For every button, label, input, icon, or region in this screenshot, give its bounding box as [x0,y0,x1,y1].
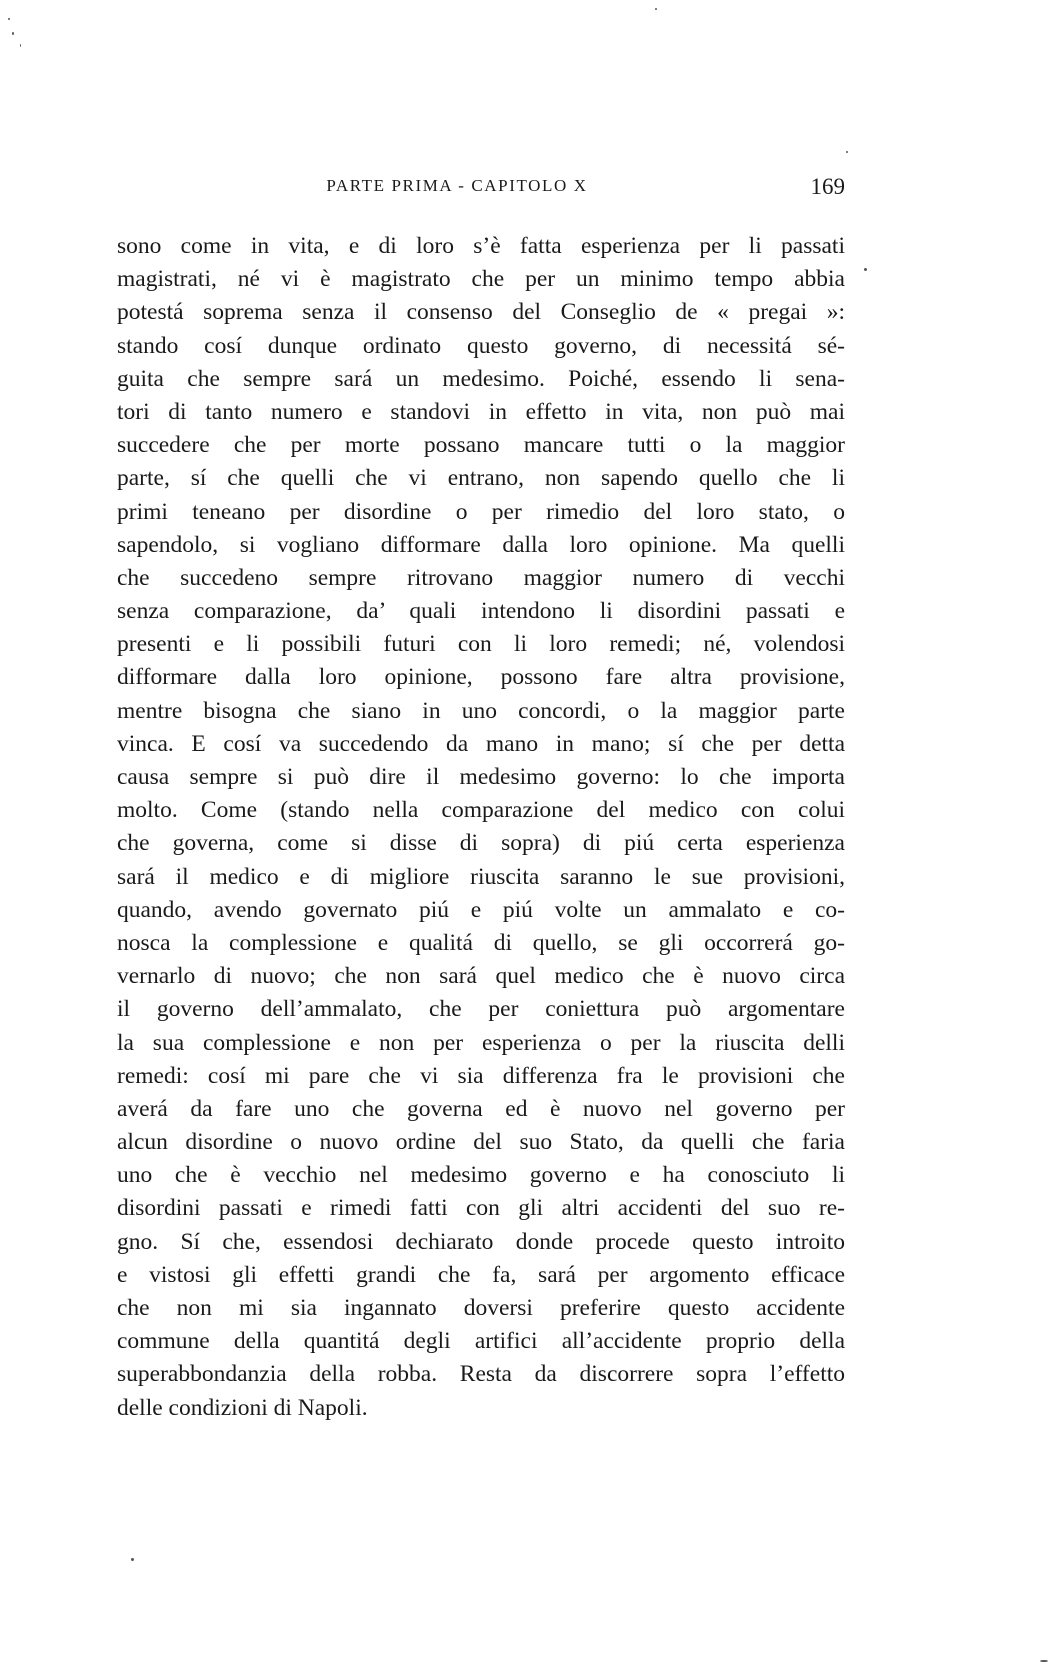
running-title: PARTE PRIMA - CAPITOLO X [326,176,588,195]
text-line: potestá soprema senza il consenso del Conseglio de « pregai »: [117,299,845,326]
text-line: il governo dell’ammalato, che per coniettura può argomentare [117,996,845,1023]
text-line: alcun disordine o nuovo ordine del suo Stato, da quelli che faria [117,1129,845,1156]
scan-speck [846,151,848,153]
text-line: sono come in vita, e di loro s’è fatta esperienza per li passati [117,233,845,259]
text-line: stando cosí dunque ordinato questo governo, di necessitá sé- [117,332,845,359]
scan-speck [864,268,867,271]
text-line: vinca. E cosí va succedendo da mano in mano; sí che per detta [117,730,845,757]
text-line: la sua complessione e non per esperienza o per la riuscita delli [117,1029,845,1056]
text-line: succedere che per morte possano mancare tutti o la maggior [117,432,845,459]
text-line: senza comparazione, da’ quali intendono li disordini passati e [117,598,845,625]
text-line: che succedeno sempre ritrovano maggior numero di vecchi [117,564,845,591]
text-line: superabbondanzia della robba. Resta da discorrere sopra l’effetto [117,1361,845,1388]
scan-speck [131,1558,134,1561]
text-line: molto. Come (stando nella comparazione del medico con colui [117,797,845,824]
text-line: magistrati, né vi è magistrato che per un minimo tempo abbia [117,266,845,293]
text-line: parte, sí che quelli che vi entrano, non sapendo quello che li [117,465,845,492]
text-line: gno. Sí che, essendosi dechiarato donde procede questo introito [117,1228,845,1255]
text-line: uno che è vecchio nel medesimo governo e ha conosciuto li [117,1162,845,1189]
text-line: mentre bisogna che siano in uno concordi, o la maggior parte [117,697,845,724]
text-line: sapendolo, si vogliano difformare dalla loro opinione. Ma quelli [117,531,845,558]
text-line: averá da fare uno che governa ed è nuovo nel governo per [117,1095,845,1122]
text-line: primi teneano per disordine o per rimedio del loro stato, o [117,498,845,525]
text-line: remedi: cosí mi pare che vi sia differenza fra le provisioni che [117,1062,845,1089]
page-number: 169 [810,174,845,199]
text-line: tori di tanto numero e standovi in effetto in vita, non può mai [117,398,845,425]
text-line: guita che sempre sará un medesimo. Poiché, essendo li sena- [117,365,845,392]
body-text [117,230,845,1425]
text-line: difformare dalla loro opinione, possono fare altra provisione, [117,664,845,691]
running-head [117,174,845,200]
scan-speck [12,32,14,35]
text-line: presenti e li possibili futuri con li loro remedi; né, volendosi [117,631,845,658]
text-line-last: delle condizioni di Napoli. [117,1394,368,1421]
text-line: vernarlo di nuovo; che non sará quel medico che è nuovo circa [117,963,845,990]
text-line: sará il medico e di migliore riuscita saranno le sue provisioni, [117,863,845,890]
scan-speck [655,8,657,10]
scan-speck [1040,1660,1048,1662]
text-line: e vistosi gli effetti grandi che fa, sará per argomento efficace [117,1261,845,1288]
text-line: causa sempre si può dire il medesimo governo: lo che importa [117,764,845,790]
text-line: nosca la complessione e qualitá di quello, se gli occorrerá go- [117,929,845,956]
text-line: quando, avendo governato piú e piú volte un ammalato e co- [117,896,845,923]
text-line: commune della quantitá degli artifici all’accidente proprio della [117,1328,845,1355]
scan-speck [20,44,21,47]
scan-speck [8,18,10,20]
text-line: che non mi sia ingannato doversi preferire questo accidente [117,1295,845,1321]
text-line: che governa, come si disse di sopra) di piú certa esperienza [117,830,845,857]
text-line: disordini passati e rimedi fatti con gli altri accidenti del suo re- [117,1195,845,1222]
